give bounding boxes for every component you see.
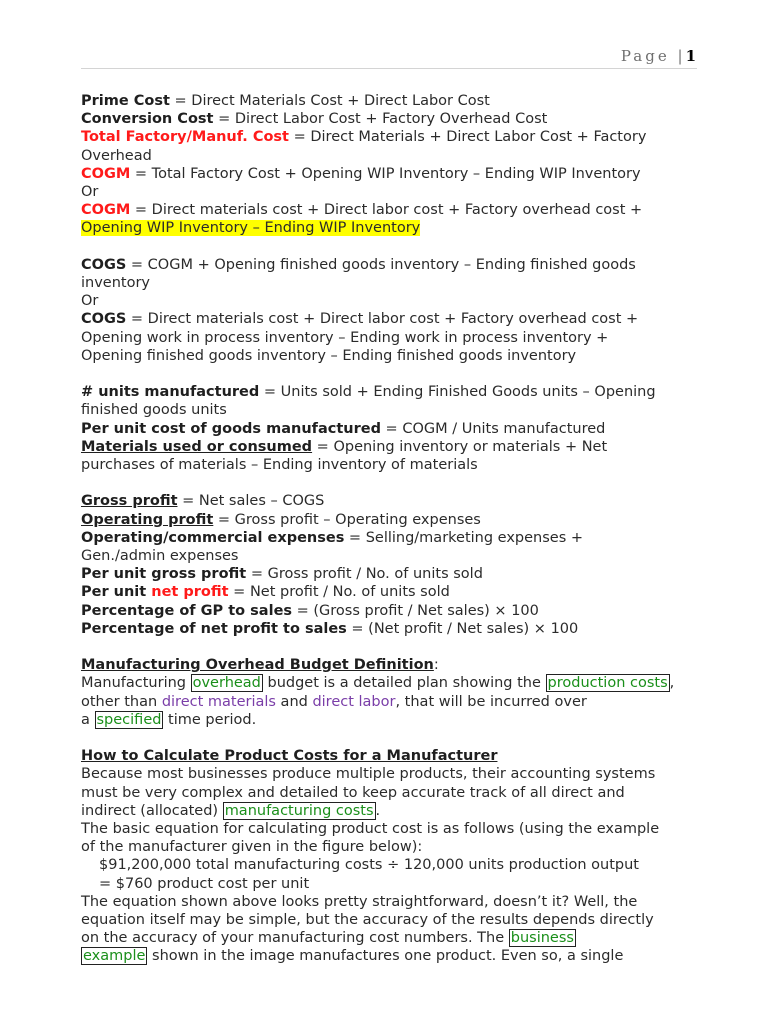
formula-cogm-2: COGM = Direct materials cost + Direct labor cost + Factory overhead cost +: [81, 202, 643, 219]
formula-cogs-1: COGS = COGM + Opening finished goods inventory – Ending finished goods: [81, 256, 636, 273]
formula-gross-profit: Gross profit = Net sales – COGS: [81, 493, 325, 510]
or-separator: Or: [81, 293, 99, 310]
formula-per-unit-cost: Per unit cost of goods manufactured = COGM / Units manufactured: [81, 420, 606, 437]
formula-materials-used-cont: purchases of materials – Ending inventory of materials: [81, 457, 478, 474]
page-label: Page |: [620, 47, 686, 65]
paragraph-line: Because most businesses produce multiple products, their accounting systems: [81, 766, 656, 783]
formula-operating-expenses-cont: Gen./admin expenses: [81, 548, 239, 565]
term-direct-materials: direct materials: [161, 693, 276, 710]
formula-pct-gp-sales: Percentage of GP to sales = (Gross profit / Net sales) × 100: [81, 602, 539, 619]
or-separator: Or: [81, 184, 99, 201]
formula-cogm-1: COGM = Total Factory Cost + Opening WIP Inventory – Ending WIP Inventory: [81, 165, 641, 182]
paragraph-line: Manufacturing overhead budget is a detailed plan showing the production costs ,: [81, 675, 675, 692]
paragraph-line: of the manufacturer given in the figure below):: [81, 839, 423, 856]
paragraph-line: The basic equation for calculating product cost is as follows (using the example: [81, 821, 660, 838]
link-production-costs[interactable]: production costs: [547, 675, 668, 692]
formula-cogs-2: COGS = Direct materials cost + Direct labor cost + Factory overhead cost +: [81, 311, 639, 328]
formula-conversion-cost: Conversion Cost = Direct Labor Cost + Factory Overhead Cost: [81, 111, 548, 128]
page-header: [621, 47, 696, 65]
formula-per-unit-gross-profit: Per unit gross profit = Gross profit / No. of units sold: [81, 566, 483, 583]
equation-line: $91,200,000 total manufacturing costs ÷ 120,000 units production output: [99, 857, 639, 874]
formula-total-factory-cost-cont: Overhead: [81, 147, 152, 164]
formula-materials-used: Materials used or consumed = Opening inventory or materials + Net: [81, 438, 608, 455]
paragraph-line: on the accuracy of your manufacturing cost numbers. The business: [81, 930, 574, 947]
formula-cogs-2-cont: Opening finished goods inventory – Ending finished goods inventory: [81, 347, 577, 364]
formula-cogs-2-cont: Opening work in process inventory – Ending work in process inventory +: [81, 329, 609, 346]
formula-cogm-2-highlight: Opening WIP Inventory – Ending WIP Inventory: [81, 220, 421, 237]
paragraph-line: example shown in the image manufactures one product. Even so, a single: [83, 948, 624, 965]
header-rule: [81, 68, 697, 69]
link-specified[interactable]: specified: [96, 711, 162, 728]
term-direct-labor: direct labor: [312, 693, 396, 710]
formula-units-manufactured: # units manufactured = Units sold + Ending Finished Goods units – Opening: [81, 384, 656, 401]
paragraph-line: equation itself may be simple, but the accuracy of the results depends directly: [81, 912, 654, 929]
formula-per-unit-net-profit: Per unit net profit = Net profit / No. of units sold: [81, 584, 450, 601]
equation-line: = $760 product cost per unit: [99, 875, 310, 892]
formula-operating-profit: Operating profit = Gross profit – Operating expenses: [81, 511, 481, 528]
paragraph-line: The equation shown above looks pretty straightforward, doesn’t it? Well, the: [81, 893, 638, 910]
section-heading-product-costs: How to Calculate Product Costs for a Manufacturer: [81, 748, 498, 765]
formula-pct-np-sales: Percentage of net profit to sales = (Net profit / Net sales) × 100: [81, 620, 579, 637]
formula-units-manufactured-cont: finished goods units: [81, 402, 227, 419]
formula-prime-cost: Prime Cost = Direct Materials Cost + Direct Labor Cost: [81, 93, 490, 109]
page-number: 1: [685, 47, 696, 65]
paragraph-line: must be very complex and detailed to keep accurate track of all direct and: [81, 784, 625, 801]
section-heading-overhead: Manufacturing Overhead Budget Definition:: [81, 657, 439, 674]
link-business-example[interactable]: business: [510, 930, 574, 947]
paragraph-line: other than direct materials and direct labor, that will be incurred over: [81, 693, 587, 710]
formula-operating-expenses: Operating/commercial expenses = Selling/marketing expenses +: [81, 529, 584, 546]
paragraph-line: indirect (allocated) manufacturing costs .: [81, 802, 381, 819]
link-manufacturing-costs[interactable]: manufacturing costs: [224, 802, 374, 819]
document-body: [81, 92, 701, 966]
formula-cogs-1-cont: inventory: [81, 275, 151, 292]
link-overhead[interactable]: overhead: [192, 675, 261, 692]
formula-total-factory-cost: Total Factory/Manuf. Cost = Direct Materials + Direct Labor Cost + Factory: [81, 129, 647, 146]
link-business-example-cont[interactable]: example: [83, 948, 146, 965]
paragraph-line: a specified time period.: [81, 711, 257, 728]
